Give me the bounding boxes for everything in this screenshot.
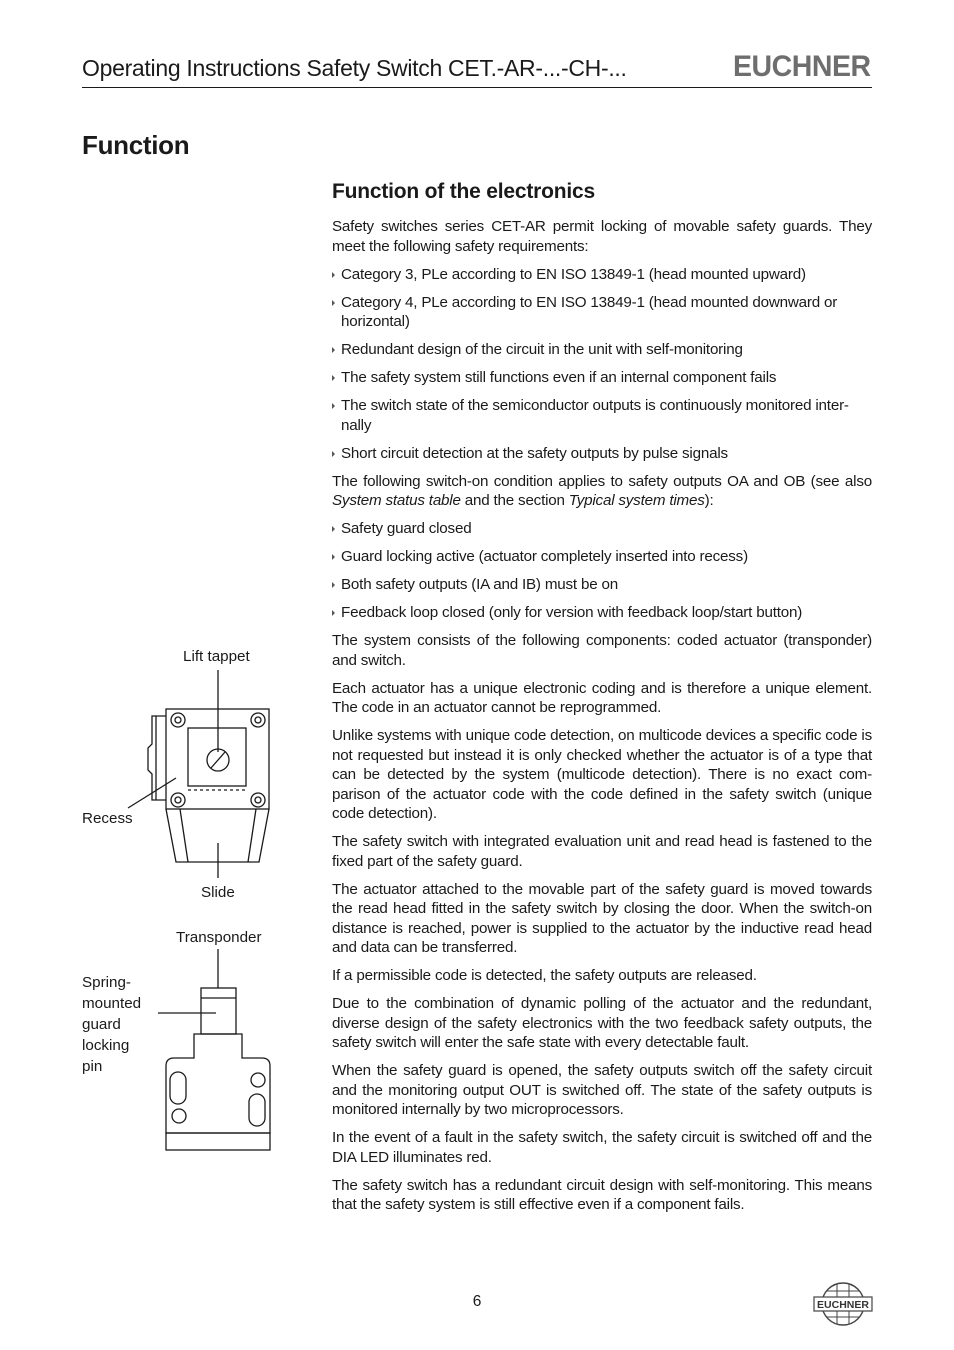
switch-head-top-view [128, 670, 269, 878]
system-status-table-ref: System status table [332, 492, 461, 509]
list-item [332, 547, 872, 567]
label-lift-tappet: Lift tappet [183, 648, 250, 665]
switch-diagram [0, 0, 330, 1250]
bullet-icon [332, 300, 335, 306]
bullet-icon [332, 554, 335, 560]
list-item-text: Feedback loop closed (only for version with feedback loop/start button) [341, 604, 803, 621]
bullet-icon [332, 272, 335, 278]
list-item-text: Short circuit detection at the safety outputs by pulse signals [341, 444, 728, 462]
body-paragraph: Each actuator has a unique electronic coding and is therefore a unique element. The code in an actuator cannot be reprogrammed. [332, 679, 872, 716]
body-paragraph: The safety switch has a redundant circuit design with self-monitoring. This means that the safety system is still effective even if a component fails. [332, 1176, 872, 1213]
label-locking-pin-line: mounted [82, 995, 142, 1012]
label-locking-pin-line: guard [82, 1016, 121, 1033]
typical-system-times-ref: Typical system times [568, 492, 705, 509]
list-item [332, 396, 872, 435]
brand-logo: EUCHNER [733, 50, 871, 83]
footer-logo-text: EUCHNER [817, 1299, 869, 1311]
list-item [332, 340, 872, 360]
switch-side-view [158, 949, 270, 1150]
bullet-icon [332, 403, 335, 409]
list-item [332, 368, 872, 388]
list-item [332, 265, 872, 285]
list-item-text: Category 3, PLe according to EN ISO 13849-1 (head mounted upward) [341, 265, 806, 283]
condition-intro-text: The following switch-on condition applies to safety outputs OA and OB (see also [332, 472, 872, 490]
body-paragraph: Unlike systems with unique code detection, on multicode devices a specific code is not requested but instead it is only checked whether the actuator is of a type that can be detected by the system (multicode detection). There is no exact com-parison of the actuator code with the code defined in the safety switch (unique code detection). [332, 727, 872, 822]
euchner-seal-logo [813, 1280, 873, 1328]
body-paragraph: The system consists of the following components: coded actuator (transponder) and switch. [332, 632, 872, 669]
body-paragraph: The safety switch with integrated evaluation unit and read head is fastened to the fixed part of the safety guard. [332, 833, 872, 870]
subsection-title: Function of the electronics [332, 180, 595, 203]
section-title: Function [82, 130, 190, 160]
document-title: Operating Instructions Safety Switch CET.-AR-...-CH-... [82, 55, 627, 81]
label-locking-pin-line: Spring- [82, 974, 131, 991]
body-paragraph: The actuator attached to the movable part of the safety guard is moved towards the read head fitted in the safety switch by closing the door. When the switch-on distance is reached, power is supplied to the actuator by the inductive read head and data can be transferred. [332, 880, 872, 956]
label-transponder: Transponder [176, 929, 262, 946]
label-locking-pin [82, 972, 141, 1077]
list-item-text: Redundant design of the circuit in the unit with self-monitoring [341, 341, 743, 358]
bullet-icon [332, 582, 335, 588]
list-item-text: Safety guard closed [341, 520, 472, 537]
list-item-text: The switch state of the semiconductor outputs is continuously monitored inter-nally [341, 397, 849, 434]
label-locking-pin-line: pin [82, 1058, 103, 1075]
conditions-list [332, 519, 872, 623]
body-paragraph: In the event of a fault in the safety switch, the safety circuit is switched off and the DIA LED illuminates red. [332, 1129, 872, 1166]
requirements-list [332, 265, 872, 464]
list-item [332, 603, 872, 623]
bullet-icon [332, 451, 335, 457]
list-item [332, 575, 872, 595]
list-item-text: Category 4, PLe according to EN ISO 13849-1 (head mounted downward or horizontal) [341, 293, 838, 330]
header-rule [82, 87, 872, 88]
list-item-text: The safety system still functions even if an internal component fails [341, 369, 777, 386]
label-recess: Recess [82, 810, 133, 827]
label-slide: Slide [201, 884, 235, 901]
bullet-icon [332, 347, 335, 353]
body-paragraph: If a permissible code is detected, the safety outputs are released. [332, 967, 757, 984]
bullet-icon [332, 375, 335, 381]
condition-intro-paragraph [332, 472, 872, 511]
bullet-icon [332, 610, 335, 616]
list-item-text: Guard locking active (actuator completely inserted into recess) [341, 548, 748, 565]
page-number: 6 [472, 1293, 482, 1310]
condition-intro-text: and the section [460, 492, 569, 509]
list-item [332, 519, 872, 539]
bullet-icon [332, 526, 335, 532]
body-paragraph: Due to the combination of dynamic polling of the actuator and the redundant, diverse design of the safety electronics with the two feedback safety outputs, the safety switch will enter the safe state with every detectable fault. [332, 995, 872, 1051]
label-locking-pin-line: locking [82, 1037, 130, 1054]
body-text-column [332, 217, 872, 1223]
list-item [332, 444, 872, 464]
list-item [332, 293, 872, 332]
switch-drawing-svg [0, 0, 330, 1250]
condition-intro-text: ): [704, 492, 714, 509]
list-item-text: Both safety outputs (IA and IB) must be on [341, 576, 618, 593]
body-paragraph: When the safety guard is opened, the safety outputs switch off the safety circuit and the monitoring output OUT is switched off. The state of the safety outputs is monitored internally by two microprocessors. [332, 1062, 872, 1118]
intro-paragraph: Safety switches series CET-AR permit locking of movable safety guards. They meet the following safety requirements: [332, 218, 872, 255]
